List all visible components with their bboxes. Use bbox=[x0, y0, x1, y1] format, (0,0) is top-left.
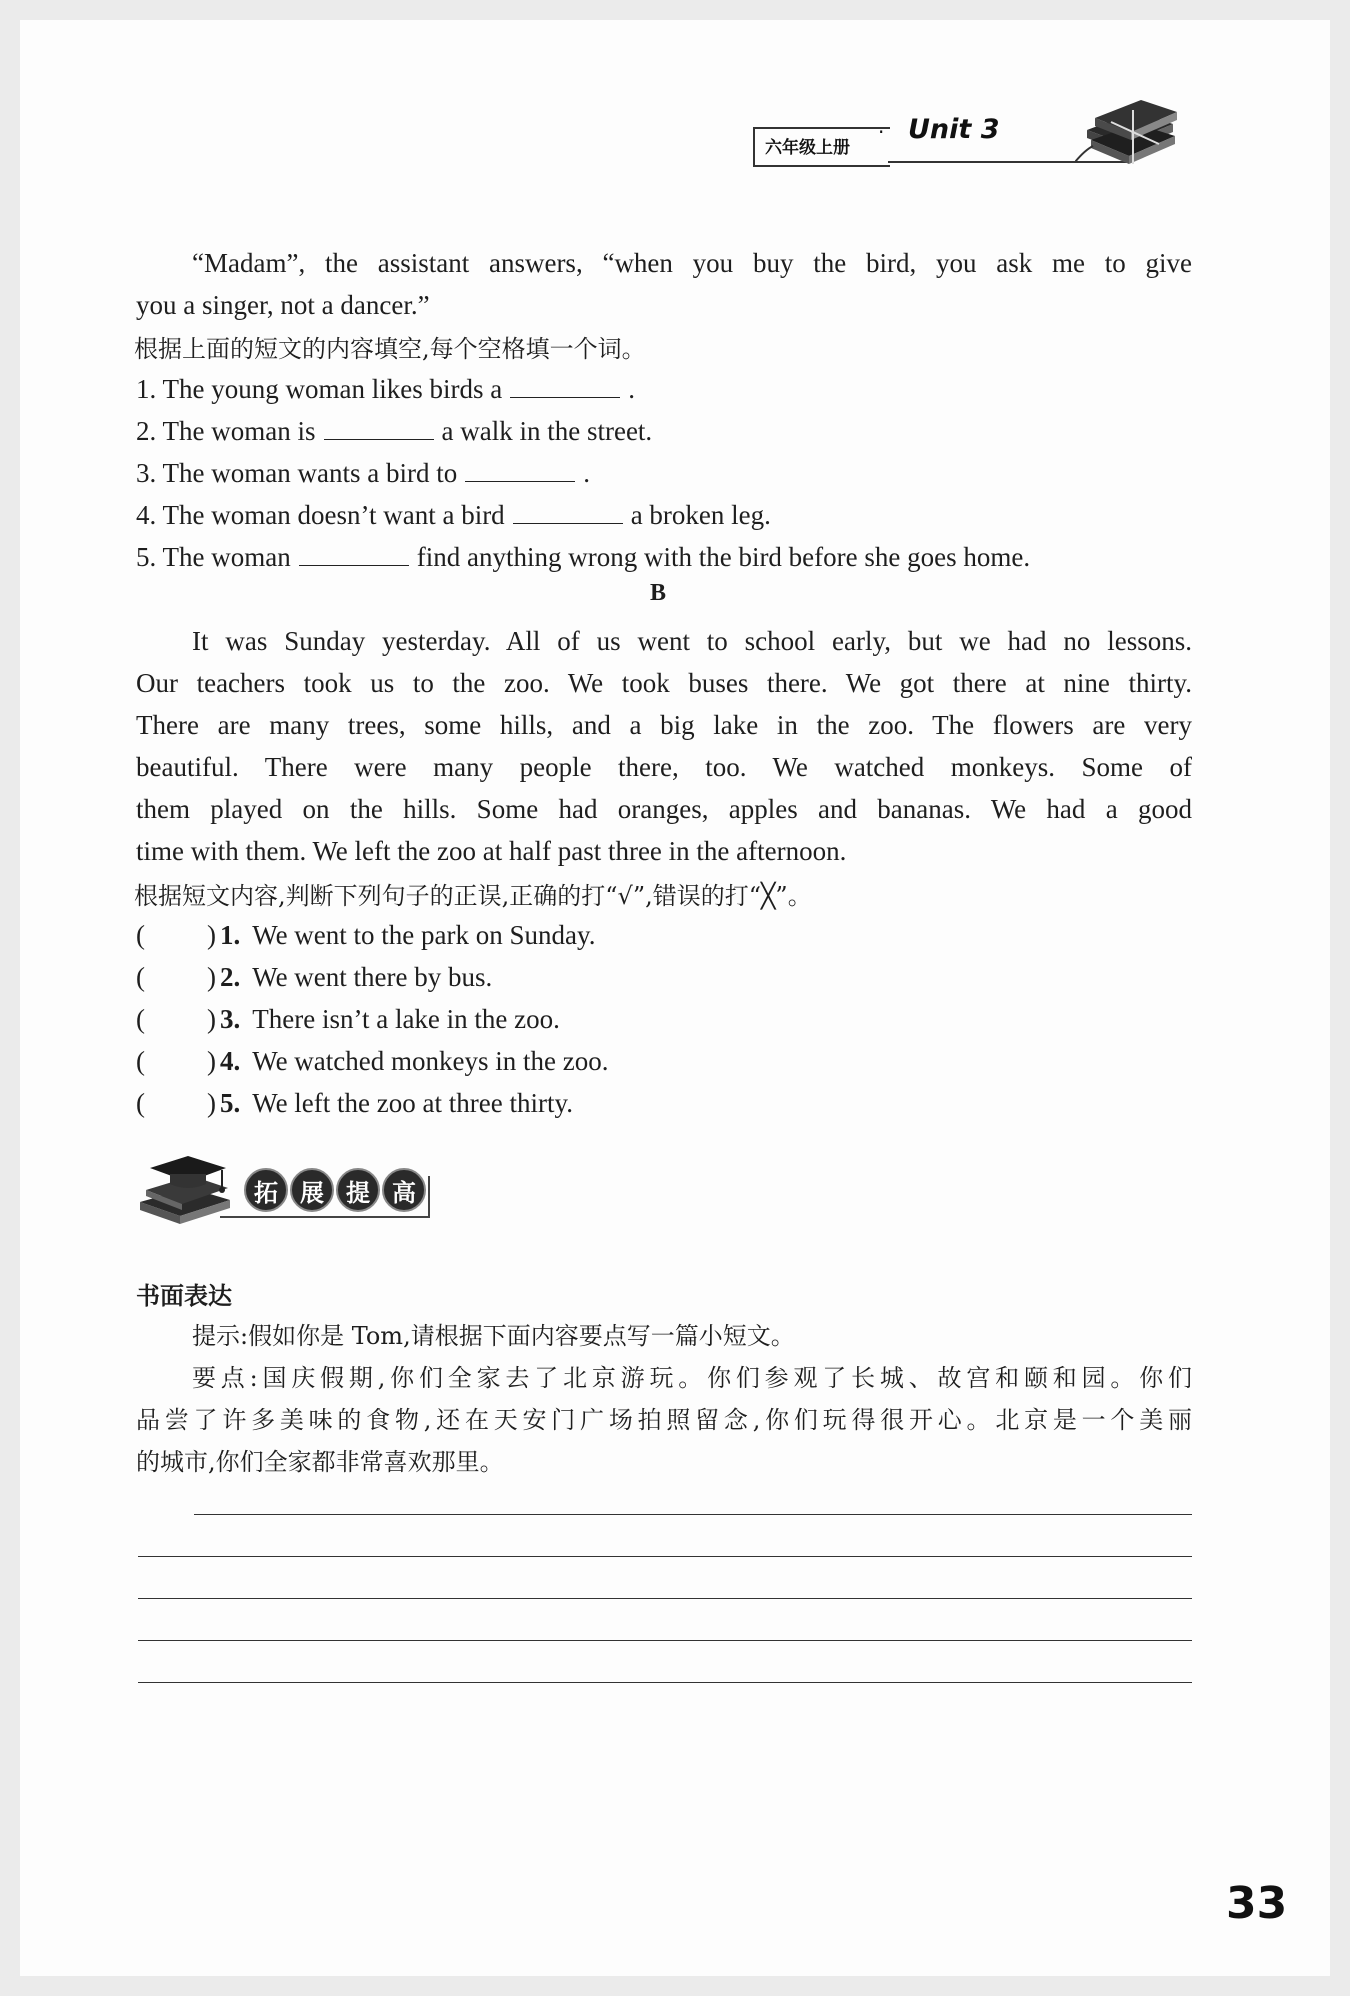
header-dot: · bbox=[878, 120, 885, 144]
answer-bracket[interactable]: ( ) bbox=[136, 920, 216, 950]
extension-badge bbox=[130, 1150, 450, 1230]
item-text-before: The woman is bbox=[162, 416, 316, 446]
item-number: 3. bbox=[220, 1004, 241, 1034]
passage-line: beautiful. There were many people there, too. We watched monkeys. Some of bbox=[136, 752, 1192, 782]
writing-points-line: 要点:国庆假期,你们全家去了北京游玩。你们参观了长城、故宫和颐和园。你们 bbox=[192, 1364, 1192, 1392]
item-number: 4. bbox=[220, 1046, 241, 1076]
item-text-before: The woman wants a bird to bbox=[162, 458, 458, 488]
passage-line: It was Sunday yesterday. All of us went to school early, but we had no lessons. bbox=[192, 626, 1192, 656]
workbook-page bbox=[20, 20, 1330, 1976]
passage-line: Our teachers took us to the zoo. We took buses there. We got there at nine thirty. bbox=[136, 668, 1192, 698]
page-number: 33 bbox=[1226, 1878, 1288, 1929]
item-text: We went to the park on Sunday. bbox=[252, 920, 596, 950]
section-b-instruction: 根据短文内容,判断下列句子的正误,正确的打“√”,错误的打“╳”。 bbox=[134, 882, 812, 910]
item-number: 5. bbox=[136, 542, 157, 572]
writing-hint: 提示:假如你是 Tom,请根据下面内容要点写一篇小短文。 bbox=[192, 1322, 795, 1350]
judge-item bbox=[136, 914, 596, 956]
badge-char: 提 bbox=[336, 1168, 380, 1212]
writing-line[interactable] bbox=[138, 1682, 1192, 1683]
answer-blank[interactable] bbox=[510, 375, 620, 398]
fill-item bbox=[136, 536, 1030, 578]
item-number: 2. bbox=[220, 962, 241, 992]
badge-chars bbox=[244, 1168, 426, 1212]
passage-line: There are many trees, some hills, and a big lake in the zoo. The flowers are very bbox=[136, 710, 1192, 740]
fill-item bbox=[136, 410, 652, 452]
item-text-before: The woman bbox=[162, 542, 291, 572]
judge-item bbox=[136, 1040, 608, 1082]
judge-item bbox=[136, 1082, 573, 1124]
answer-blank[interactable] bbox=[299, 543, 409, 566]
item-text-after: . bbox=[583, 458, 590, 488]
answer-bracket[interactable]: ( ) bbox=[136, 962, 216, 992]
item-text-after: . bbox=[628, 374, 635, 404]
answer-blank[interactable] bbox=[465, 459, 575, 482]
item-number: 1. bbox=[220, 920, 241, 950]
fill-item bbox=[136, 452, 590, 494]
judge-item bbox=[136, 956, 492, 998]
writing-line[interactable] bbox=[138, 1556, 1192, 1557]
answer-bracket[interactable]: ( ) bbox=[136, 1046, 216, 1076]
item-text-before: The woman doesn’t want a bird bbox=[162, 500, 505, 530]
dialogue-line-2: you a singer, not a dancer.” bbox=[136, 290, 430, 320]
item-number: 1. bbox=[136, 374, 157, 404]
item-text-after: find anything wrong with the bird before she goes home. bbox=[416, 542, 1031, 572]
page-header bbox=[20, 20, 1330, 180]
writing-points-line: 品尝了许多美味的食物,还在天安门广场拍照留念,你们玩得很开心。北京是一个美丽 bbox=[136, 1406, 1192, 1434]
answer-blank[interactable] bbox=[324, 417, 434, 440]
writing-title: 书面表达 bbox=[136, 1282, 232, 1310]
writing-points-line: 的城市,你们全家都非常喜欢那里。 bbox=[136, 1448, 504, 1476]
badge-char: 拓 bbox=[244, 1168, 288, 1212]
header-grade: 六年级上册 bbox=[765, 138, 850, 158]
writing-line[interactable] bbox=[194, 1514, 1192, 1515]
header-unit: Unit 3 bbox=[908, 114, 1000, 145]
section-b-title: B bbox=[650, 580, 667, 606]
item-text: We watched monkeys in the zoo. bbox=[252, 1046, 609, 1076]
badge-char: 展 bbox=[290, 1168, 334, 1212]
books-icon bbox=[1075, 90, 1185, 170]
item-number: 2. bbox=[136, 416, 157, 446]
item-text: We left the zoo at three thirty. bbox=[252, 1088, 573, 1118]
passage-line: time with them. We left the zoo at half past three in the afternoon. bbox=[136, 836, 847, 866]
item-text: We went there by bus. bbox=[252, 962, 493, 992]
answer-blank[interactable] bbox=[513, 501, 623, 524]
judge-item bbox=[136, 998, 560, 1040]
answer-bracket[interactable]: ( ) bbox=[136, 1088, 216, 1118]
item-text-before: The young woman likes birds a bbox=[162, 374, 503, 404]
answer-bracket[interactable]: ( ) bbox=[136, 1004, 216, 1034]
writing-line[interactable] bbox=[138, 1640, 1192, 1641]
fill-item bbox=[136, 494, 771, 536]
passage-line: them played on the hills. Some had oranges, apples and bananas. We had a good bbox=[136, 794, 1192, 824]
item-number: 4. bbox=[136, 500, 157, 530]
section-a-instruction: 根据上面的短文的内容填空,每个空格填一个词。 bbox=[134, 335, 646, 363]
badge-char: 高 bbox=[382, 1168, 426, 1212]
item-text: There isn’t a lake in the zoo. bbox=[252, 1004, 560, 1034]
writing-line[interactable] bbox=[138, 1598, 1192, 1599]
dialogue-line-1: “Madam”, the assistant answers, “when you buy the bird, you ask me to give bbox=[192, 248, 1192, 278]
item-number: 5. bbox=[220, 1088, 241, 1118]
item-text-after: a broken leg. bbox=[630, 500, 771, 530]
item-text-after: a walk in the street. bbox=[441, 416, 653, 446]
fill-item bbox=[136, 368, 635, 410]
item-number: 3. bbox=[136, 458, 157, 488]
